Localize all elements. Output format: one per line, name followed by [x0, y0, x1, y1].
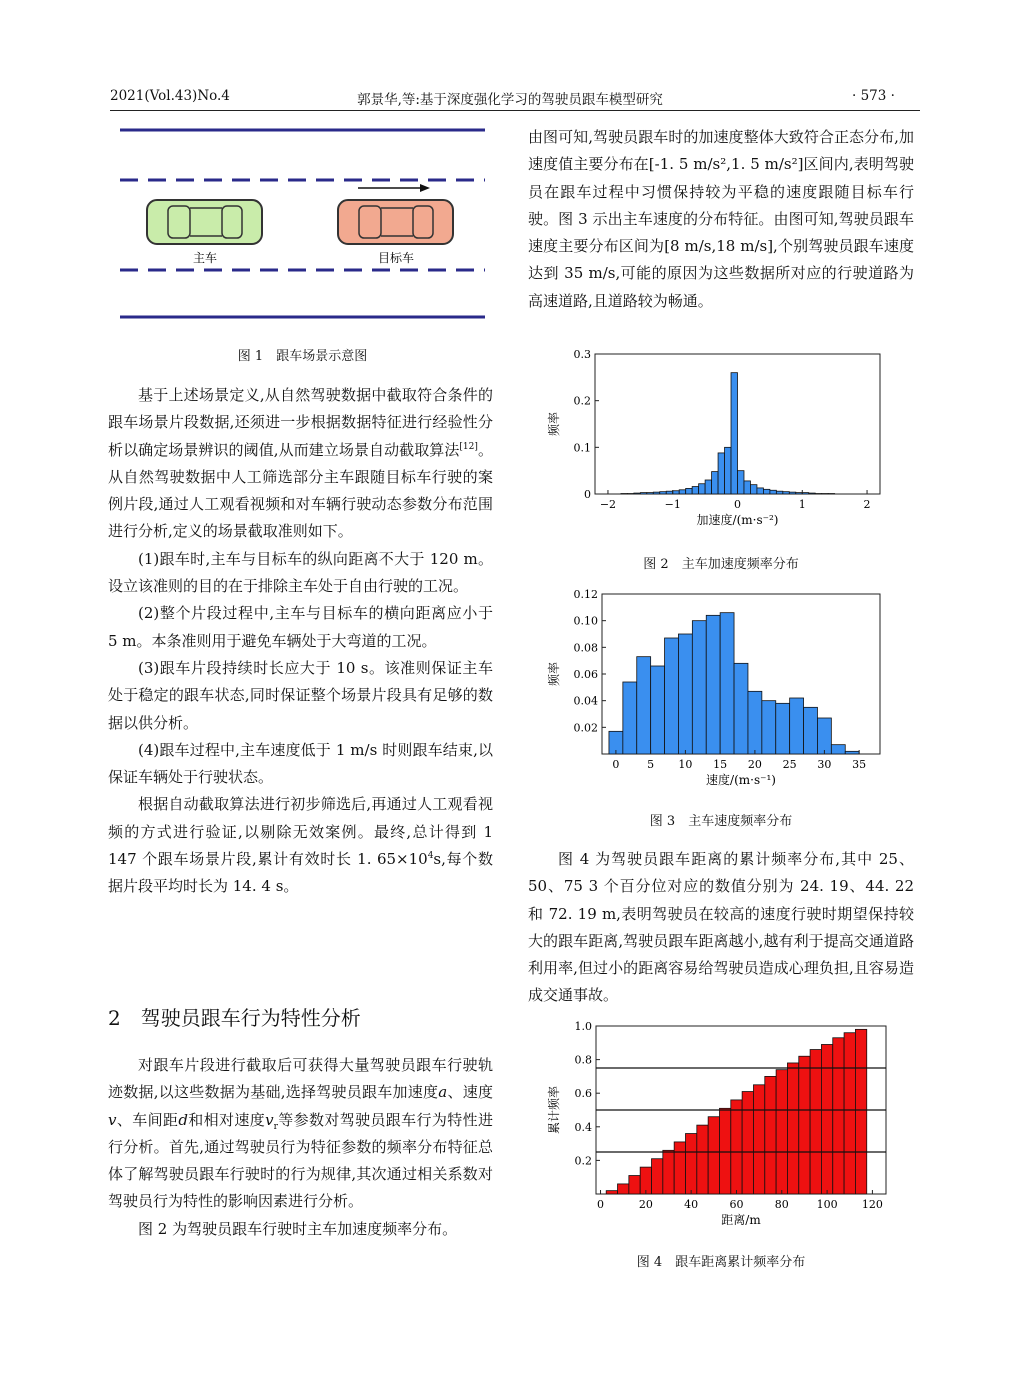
bar: [718, 453, 724, 494]
bar: [712, 472, 718, 494]
x-axis-label: 速度/(m·s⁻¹): [706, 773, 776, 787]
bar: [705, 480, 711, 494]
y-tick-label: 0.3: [573, 348, 591, 361]
y-tick-label: 0.2: [574, 1154, 592, 1168]
y-tick-label: 0.2: [573, 394, 591, 408]
analysis-text-5: 等参数对驾驶员跟车行为特性进行分析。首先,通过驾驶员行为特征参数的频率分布特征总体了解驾驶员跟车行驶时的行为规律,其次通过相关系数对驾驶员行为特性的影响因素进行分析。: [108, 1110, 493, 1211]
bar: [634, 493, 640, 494]
bar: [753, 1085, 764, 1194]
right-column-top: [528, 124, 914, 315]
bar: [790, 698, 804, 754]
bar: [647, 493, 653, 494]
exponent: 4: [427, 851, 434, 862]
analysis-text-1: 对跟车片段进行截取后可获得大量驾驶员跟车行驶轨迹数据,以这些数据为基础,选择驾驶员跟车加速度: [108, 1056, 493, 1102]
bar: [678, 634, 692, 754]
paragraph-fig2-intro: 图 2 为驾驶员跟车行驶时主车加速度频率分布。: [138, 1219, 458, 1238]
symbol-v: v: [108, 1110, 117, 1129]
y-axis-label: 累计频率: [547, 1085, 561, 1135]
figure4-caption: 图 4 跟车距离累计频率分布: [636, 1255, 806, 1270]
x-tick-label: 10: [678, 758, 693, 771]
running-header-issue: 2021(Vol.43)No.4: [110, 88, 230, 104]
x-tick-label: 1: [798, 498, 806, 511]
y-tick-label: 0.04: [573, 694, 598, 708]
y-tick-label: 0.02: [573, 721, 598, 735]
paragraph-analysis: [108, 1052, 493, 1216]
x-tick-label: 25: [782, 758, 797, 771]
bar: [699, 484, 705, 494]
bar: [831, 745, 845, 754]
x-tick-label: −2: [599, 498, 617, 511]
bar: [765, 1076, 776, 1194]
bar: [783, 492, 789, 494]
bar: [757, 488, 763, 494]
bar: [762, 701, 776, 754]
right-column-lower: [528, 846, 914, 1010]
bar: [665, 638, 679, 754]
bar: [855, 1029, 866, 1194]
x-tick-label: 15: [713, 758, 728, 771]
bar: [660, 492, 666, 494]
bar: [789, 492, 795, 494]
y-tick-label: 0.06: [573, 668, 598, 681]
x-tick-label: 5: [647, 758, 655, 771]
bar: [776, 1070, 787, 1194]
bar: [802, 493, 808, 494]
bar: [679, 490, 685, 494]
x-tick-label: 35: [852, 758, 867, 771]
bar: [652, 1159, 663, 1194]
x-tick-label: 30: [817, 758, 832, 771]
figure1-caption: 图 1 跟车场景示意图: [237, 349, 368, 364]
target-car-label: 目标车: [377, 251, 415, 265]
direction-arrow-icon: [358, 184, 430, 192]
bar: [738, 471, 744, 494]
section-heading: 2 驾驶员跟车行为特性分析: [108, 1006, 361, 1030]
x-tick-label: 0: [597, 1198, 605, 1211]
x-tick-label: 0: [734, 498, 741, 511]
analysis-text-2: 、速度: [447, 1083, 493, 1102]
paragraph-summary-text: 根据自动截取算法进行初步筛选后,再通过人工观看视频的方式进行验证,以剔除无效案例。最终,总计得到 1 147 个跟车场景片段,累计有效时长 1. 65×10: [108, 795, 493, 869]
paragraph-distribution: 由图可知,驾驶员跟车时的加速度整体大致符合正态分布,加速度值主要分布在[-1. 5 m/s²,1. 5 m/s²]区间内,表明驾驶员在跟车过程中习惯保持较为平稳的速度跟随目标车行驶。图 3 示出主车速度的分布特征。由图可知,驾驶员跟车速度主要分布区间为[8 m/s,18 m/s],个别驾驶员跟车速度达到 35 m/s,可能的原因为这些数据所对应的行驶道路为高速道路,且道路较为畅通。: [528, 128, 914, 310]
x-tick-label: 60: [729, 1198, 744, 1211]
bar: [776, 491, 782, 494]
symbol-d: d: [178, 1110, 188, 1129]
bar: [686, 488, 692, 494]
y-tick-label: 0: [584, 488, 591, 501]
bar: [637, 657, 651, 754]
bar: [804, 707, 818, 754]
bar: [666, 491, 672, 494]
bar: [708, 1117, 719, 1194]
bar: [719, 1108, 730, 1194]
y-tick-label: 0.4: [574, 1120, 592, 1134]
bar: [731, 1100, 742, 1194]
y-tick-label: 0.6: [574, 1087, 592, 1101]
figure2-caption: 图 2 主车加速度频率分布: [643, 557, 799, 572]
y-tick-label: 0.08: [573, 641, 598, 655]
bar: [692, 487, 698, 494]
bar: [720, 613, 734, 754]
speed-histogram: [540, 584, 900, 789]
bar: [674, 1142, 685, 1194]
bar: [810, 1050, 821, 1194]
figure3-caption: 图 3 主车速度频率分布: [649, 814, 793, 829]
x-tick-label: 120: [861, 1198, 883, 1211]
bar: [685, 1134, 696, 1194]
bar: [787, 1063, 798, 1194]
y-tick-label: 1.0: [574, 1020, 592, 1033]
bar: [750, 485, 756, 494]
distance-cumulative-chart: [540, 1014, 900, 1229]
bar: [776, 703, 790, 754]
target-car: [338, 200, 453, 244]
paragraph-distance: 图 4 为驾驶员跟车距离的累计频率分布,其中 25、50、75 3 个百分位对应的数值分别为 24. 19、44. 22 和 72. 19 m,表明驾驶员在较高的速度行驶时期望保持较大的跟车距离,驾驶员跟车距离越小,越有利于提高交通道路利用率,但过小的距离容易给驾驶员造成心理负担,且容易造成交通事故。: [528, 850, 914, 1005]
y-tick-label: 0.1: [573, 441, 591, 455]
paragraph-intro: [108, 382, 493, 546]
x-axis-label: 加速度/(m·s⁻²): [696, 513, 779, 527]
figure1-scene: [110, 120, 495, 330]
x-tick-label: 40: [684, 1198, 699, 1211]
paragraph-intro-tail: 。从自然驾驶数据中人工筛选部分主车跟随目标车行驶的案例片段,通过人工观看视频和对车辆行驶动态参数分布范围进行分析,定义的场景截取准则如下。: [108, 440, 493, 541]
y-axis-label: 频率: [547, 411, 561, 437]
header-rule: [110, 110, 920, 111]
bar: [744, 481, 750, 494]
bar: [651, 666, 665, 754]
running-header-title: 郭景华,等:基于深度强化学习的驾驶员跟车模型研究: [357, 92, 663, 108]
host-car-label: 主车: [192, 251, 218, 265]
bar: [734, 663, 748, 754]
bar: [623, 682, 637, 754]
left-column-lower: [108, 1052, 493, 1243]
bar: [770, 490, 776, 494]
citation-ref: [12]: [459, 441, 478, 452]
x-tick-label: 20: [638, 1198, 653, 1211]
bar: [796, 493, 802, 494]
y-tick-label: 0.10: [573, 614, 598, 628]
bar: [731, 373, 737, 494]
bar: [799, 1056, 810, 1194]
bar: [692, 621, 706, 754]
paragraph-summary: [108, 791, 493, 900]
bar: [809, 493, 815, 494]
bar: [640, 1167, 651, 1194]
bar: [629, 1176, 640, 1194]
x-tick-label: −1: [664, 498, 681, 511]
bar: [606, 1191, 617, 1194]
x-axis-label: 距离/m: [721, 1213, 761, 1227]
x-tick-label: 0: [612, 758, 620, 771]
bar: [706, 615, 720, 754]
bar: [697, 1125, 708, 1194]
bar: [748, 691, 762, 754]
analysis-text-3: 、车间距: [116, 1110, 179, 1129]
host-car: [147, 200, 262, 244]
bar: [844, 1033, 855, 1194]
x-tick-label: 20: [747, 758, 762, 771]
bar: [763, 489, 769, 494]
x-tick-label: 80: [774, 1198, 789, 1211]
left-column: [108, 382, 493, 901]
bar: [821, 1044, 832, 1194]
y-tick-label: 0.8: [574, 1053, 592, 1067]
running-header-page: · 573 ·: [852, 88, 895, 104]
bar: [663, 1150, 674, 1194]
bar: [817, 718, 831, 754]
bar: [845, 751, 859, 754]
symbol-a: a: [438, 1083, 448, 1102]
y-axis-label: 频率: [547, 661, 561, 687]
bar: [618, 1184, 629, 1194]
paragraph-intro-text: 基于上述场景定义,从自然驾驶数据中截取符合条件的跟车场景片段数据,还须进一步根据数据特征进行经验性分析以确定场景辨识的阈值,从而建立场景自动截取算法: [108, 386, 493, 459]
bar: [742, 1092, 753, 1194]
acceleration-histogram: [540, 342, 900, 532]
criterion-4: (4)跟车过程中,主车速度低于 1 m/s 时则跟车结束,以保证车辆处于行驶状态。: [108, 740, 493, 787]
bar: [833, 1038, 844, 1194]
symbol-vr-sub: r: [273, 1121, 278, 1132]
y-tick-label: 0.12: [573, 588, 598, 601]
analysis-text-4: 和相对速度: [187, 1110, 266, 1129]
paragraph-summary-tail: s,每个数据片段平均时长为 14. 4 s。: [108, 850, 493, 896]
bar: [640, 493, 646, 494]
bar: [653, 492, 659, 494]
criterion-3: (3)跟车片段持续时长应大于 10 s。该准则保证主车处于稳定的跟车状态,同时保证整个场景片段具有足够的数据以供分析。: [108, 658, 493, 732]
criterion-1: (1)跟车时,主车与目标车的纵向距离不大于 120 m。设立该准则的目的在于排除主车处于自由行驶的工况。: [108, 549, 493, 596]
bar: [725, 447, 731, 494]
x-tick-label: 100: [816, 1198, 838, 1211]
symbol-vr: v: [265, 1110, 274, 1129]
bar: [673, 491, 679, 494]
criterion-2: (2)整个片段过程中,主车与目标车的横向距离应小于 5 m。本条准则用于避免车辆处于大弯道的工况。: [108, 604, 493, 650]
x-tick-label: 2: [863, 498, 871, 511]
